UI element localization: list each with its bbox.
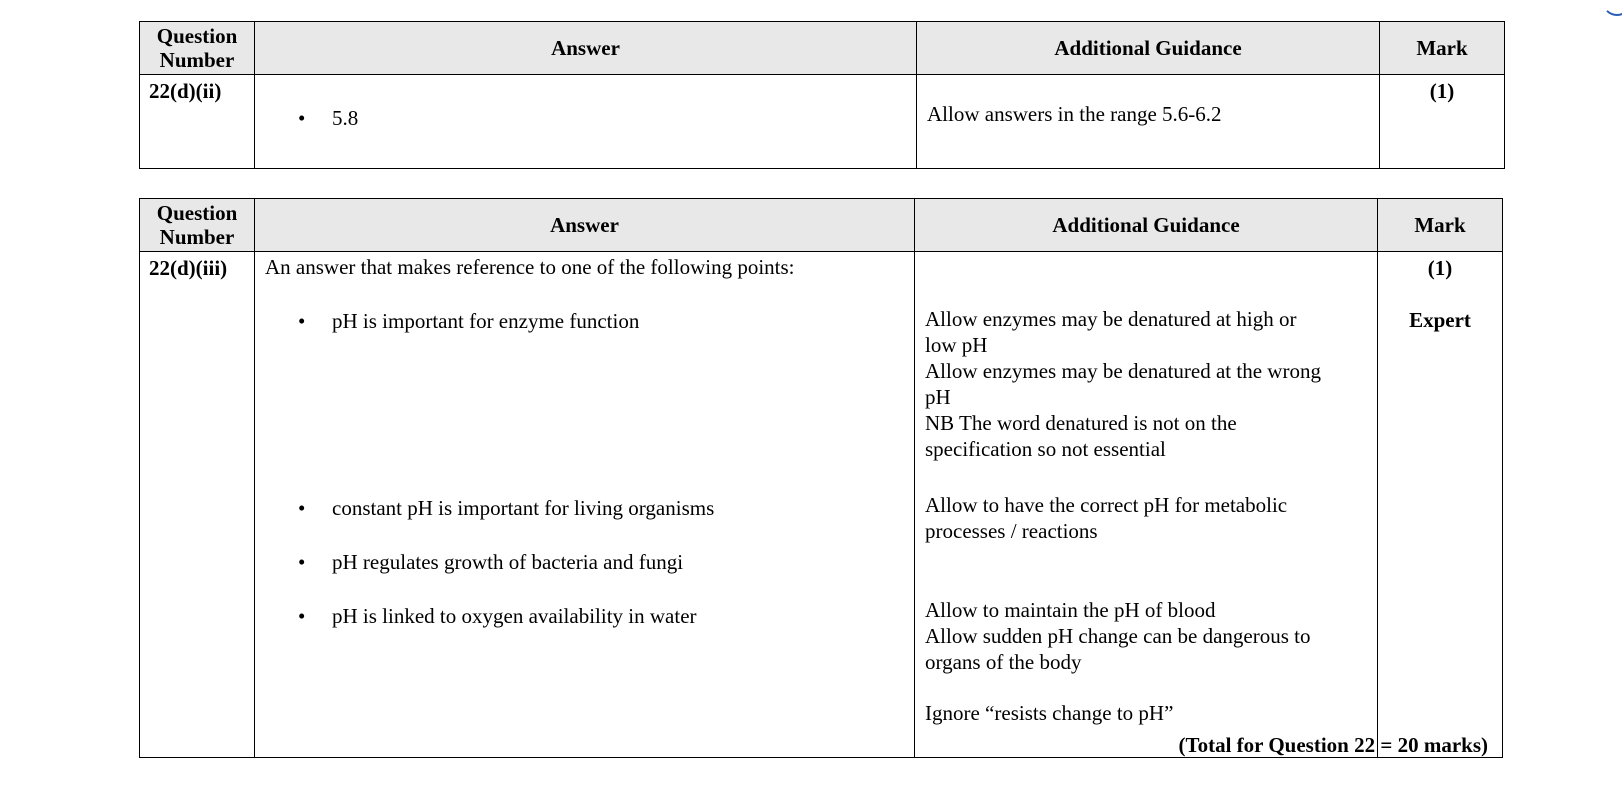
bullet-icon: • (298, 604, 306, 628)
mark-scheme-table-2 (139, 198, 1503, 758)
header-mark: Mark (1380, 22, 1505, 75)
guidance-line: NB The word denatured is not on the (925, 411, 1237, 435)
guidance-line: Allow to maintain the pH of blood (925, 598, 1216, 622)
bullet-icon: • (298, 496, 306, 520)
guidance-line: Allow enzymes may be denatured at high or (925, 307, 1297, 331)
header-answer: Answer (255, 22, 917, 75)
guidance-line: Ignore “resists change to pH” (925, 701, 1174, 725)
header-guidance: Additional Guidance (917, 22, 1380, 75)
guidance-line: Allow to have the correct pH for metabolic (925, 493, 1288, 517)
answer-text: 5.8 (332, 106, 359, 130)
question-number: 22(d)(iii) (140, 252, 255, 758)
guidance-cell (915, 252, 1378, 758)
guidance-line: low pH (925, 333, 988, 357)
mark-scheme-table-1 (139, 21, 1505, 169)
guidance-cell (917, 75, 1380, 169)
header-question-number: Question Number (140, 22, 255, 75)
guidance-line: specification so not essential (925, 437, 1166, 461)
header-guidance: Additional Guidance (915, 199, 1378, 252)
answer-cell (255, 75, 917, 169)
mark-cell (1380, 75, 1505, 169)
mark-cell (1378, 252, 1503, 758)
header-answer: Answer (255, 199, 915, 252)
bullet-icon: • (298, 106, 306, 130)
answer-cell: An answer that makes reference to one of the following points: • pH is important for enzyme function • constant pH is important for living organisms • pH regulates growth of bacteria and fungi • pH is linked to oxygen availability in water (255, 252, 915, 758)
guidance-line: pH (925, 385, 951, 409)
question-number: 22(d)(ii) (140, 75, 255, 169)
answer-intro: An answer that makes reference to one of the following points: (265, 255, 795, 279)
mark-type: Expert (1409, 308, 1471, 332)
header-question-number: Question Number (140, 199, 255, 252)
question-total: (Total for Question 22 = 20 marks) (1178, 733, 1488, 757)
guidance-text: Allow answers in the range 5.6-6.2 (927, 102, 1222, 126)
guidance-line: organs of the body (925, 650, 1082, 674)
guidance-line: Allow sudden pH change can be dangerous to (925, 624, 1311, 648)
bullet-icon: • (298, 550, 306, 574)
header-mark: Mark (1378, 199, 1503, 252)
corner-arc-icon (1602, 0, 1622, 16)
bullet-icon: • (298, 309, 306, 333)
guidance-line: processes / reactions (925, 519, 1098, 543)
mark-value: (1) (1429, 79, 1455, 103)
guidance-line: Allow enzymes may be denatured at the wrong (925, 359, 1321, 383)
mark-value: (1) (1427, 256, 1453, 280)
